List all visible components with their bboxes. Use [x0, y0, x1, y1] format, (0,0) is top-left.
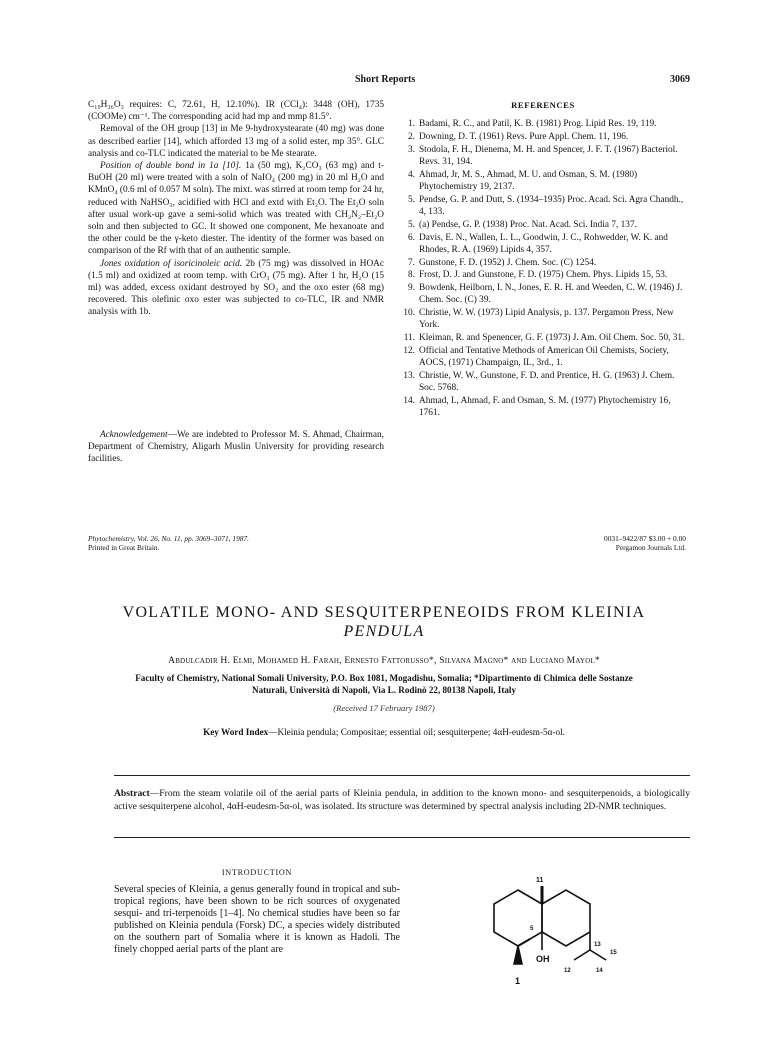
chemical-structure: [470, 872, 620, 1022]
reference-number: 13.: [403, 370, 415, 381]
ring-left: [494, 890, 542, 946]
reference-item: [400, 144, 686, 168]
acknowledgement: [88, 429, 384, 466]
title-line-2: PENDULA: [343, 623, 425, 640]
printed-in: Printed in Great Britain.: [88, 543, 160, 553]
paragraph-heading: Jones oxidation of isoricinoleic acid.: [100, 258, 243, 269]
left-column: [88, 99, 384, 319]
received-date: (Received 17 February 1987): [333, 703, 435, 713]
paragraph-body: 2b (75 mg) was dissolved in HOAc (1.5 ml) and oxidized at room temp. with CrO₃ (75 mg). After 1 hr, H₂O (15 ml) was added, excess oxidant destroyed by SO₂ and the oxo ester (68 mg) recovered. This olefinic oxo ester was subjected to co-TLC, IR and NMR analysis with 1b.: [88, 258, 385, 318]
author-list: Abdulcadir H. Elmi, Mohamed H. Farah, Ernesto Fattorusso*, Silvana Magno* and Luciano Mayol*: [168, 655, 600, 666]
reference-item: [400, 219, 686, 231]
reference-number: 10.: [403, 308, 415, 319]
reference-text: Official and Tentative Methods of American Oil Chemists, Society, AOCS, (1971) Champaign, IL, 3rd., 1.: [419, 345, 669, 369]
reference-number: 14.: [403, 395, 415, 406]
affiliation-line-1: Faculty of Chemistry, National Somali University, P.O. Box 1081, Mogadishu, Somalia; *Dipartimento di Chimica delle Sostanze: [135, 673, 633, 683]
reference-text: Gunstone, F. D. (1952) J. Chem. Soc. (C) 1254.: [419, 257, 597, 268]
reference-item: [400, 118, 686, 130]
methyl-wedge: [514, 946, 522, 964]
abstract-bottom-rule: [114, 837, 690, 838]
paragraph-body: 1a (50 mg), K₂CO₃ (63 mg) and t-BuOH (20 ml) were treated with a soln of NaIO₄ (200 mg) in 20 ml H₂O and KMnO₄ (0.6 ml of 0.057 M soln). The mixt. was stirred at room temp for 24 hr, reduced with NaHSO₃, acidified with HCl and extd with Et₂O. The Et₂O soln after usual work-up gave a semi-solid which was treated with CH₂N₂–Et₂O soln and then subjected to GC. It showed one component, Me hexanoate and the other could be the γ-keto diester. The identity of the former was based on comparison of the Rf with that of an authentic sample.: [88, 161, 384, 257]
reference-text: Ahmad, Jr, M. S., Ahmad, M. U. and Osman, S. M. (1980) Phytochemistry 19, 2137.: [419, 169, 638, 192]
paragraph-heading: Position of double bond in 1a [10].: [100, 161, 242, 172]
article-title: [60, 603, 708, 641]
label-5: 5: [530, 926, 534, 932]
reference-item: [400, 169, 686, 193]
reference-item: [400, 232, 686, 256]
page-number: 3069: [670, 74, 690, 85]
reference-item: [400, 395, 686, 419]
label-oh: OH: [536, 954, 550, 964]
reference-item: [400, 282, 686, 306]
reference-text: Ahmad, I., Ahmad, F. and Osman, S. M. (1977) Phytochemistry 16, 1761.: [419, 395, 671, 419]
label-14: 14: [596, 968, 603, 974]
abstract-text: —From the steam volatile oil of the aerial parts of Kleinia pendula, in addition to the known mono- and sesquiterpenoids, a biologically active sesquiterpene alcohol, 4αH-eudesm-5α-ol, was isolated. Its structure was determined by spectral analysis including 2D-NMR techniques.: [114, 788, 690, 812]
acknowledgement-body: —We are indebted to Professor M. S. Ahmad, Chairman, Department of Chemistry, Aligarh Muslin University for providing research facilities.: [88, 430, 384, 465]
reference-number: 4.: [408, 169, 415, 180]
paragraph: Removal of the OH group [13] in Me 9-hydroxystearate (40 mg) was done as described earlier [14], which afforded 13 mg of a solid ester, mp 35°. GLC analysis and co-TLC indicated the material to be Me stearate.: [88, 124, 384, 159]
reference-number: 9.: [408, 283, 415, 294]
hatched-bond: [518, 939, 530, 946]
keywords-text: —Kleinia pendula; Compositae; essential oil; sesquiterpene; 4αH-eudesm-5α-ol.: [268, 727, 565, 737]
acknowledgement-heading: Acknowledgement: [100, 430, 168, 440]
reference-text: Bowdenk, Heilborn, I. N., Jones, E. R. H. and Weeden, C. W. (1946) J. Chem. Soc. (C) 39.: [419, 283, 683, 306]
reference-text: (a) Pendse, G. P. (1938) Proc. Nat. Acad. Sci. India 7, 137.: [419, 219, 637, 230]
reference-item: [400, 307, 686, 331]
paragraph: [88, 258, 384, 319]
ring-right: [542, 890, 590, 946]
paragraph: [88, 160, 384, 258]
running-header: Short Reports: [355, 74, 416, 85]
reference-text: Frost, D. J. and Gunstone, F. D. (1975) Chem. Phys. Lipids 15, 53.: [419, 270, 668, 281]
affiliations: [60, 672, 708, 696]
keywords-label: Key Word Index: [203, 727, 269, 737]
label-13: 13: [594, 942, 601, 948]
reference-text: Badami, R. C., and Patil, K. B. (1981) Prog. Lipid Res. 19, 119.: [419, 119, 657, 130]
references-section: [400, 99, 686, 420]
issn-price: 0031–9422/87 $3.00 + 0.00: [604, 534, 686, 543]
reference-text: Christie, W. W. (1973) Lipid Analysis, p. 137. Pergamon Press, New York.: [419, 308, 674, 331]
reference-item: [400, 345, 686, 369]
reference-number: 5.: [408, 219, 415, 230]
reference-text: Christie, W. W., Gunstone, F. D. and Prentice, H. G. (1963) J. Chem. Soc. 5768.: [419, 370, 675, 394]
reference-number: 3.: [408, 144, 415, 155]
reference-number: 7.: [408, 257, 415, 268]
journal-citation-line: Phytochemistry, Vol. 26, No. 11, pp. 3069–3071, 1987.: [88, 534, 250, 543]
reference-item: [400, 131, 686, 143]
affiliation-line-2: Naturali, Università di Napoli, Via L. Rodinò 22, 80138 Napoli, Italy: [252, 685, 516, 695]
references-list: [400, 118, 686, 419]
reference-item: [400, 194, 686, 218]
abstract: [114, 787, 690, 813]
label-12: 12: [564, 968, 571, 974]
reference-text: Pendse, G. P. and Dutt, S. (1934–1935) Proc. Acad. Sci. Agra Chandh., 4, 133.: [419, 194, 684, 217]
abstract-label: Abstract: [114, 788, 150, 799]
reference-text: Stodola, F. H., Dienema, M. H. and Spencer, J. F. T. (1967) Bacteriol. Revs. 31, 194.: [419, 144, 678, 167]
journal-code: [604, 534, 686, 553]
introduction-text: Several species of Kleinia, a genus generally found in tropical and sub-tropical regions, have been shown to be rich sources of oxygenated sesqui- and tri-terpenoids [1–4]. No chemical studies have been so far published on Kleinia pendula (Forsk) DC, a species widely distributed on the southern part of Somalia where it is known as Hadoli. The finely chopped aerial parts of the plant are: [114, 884, 400, 956]
reference-number: 11.: [403, 333, 415, 344]
compound-number: 1: [515, 976, 521, 986]
keyword-index: [60, 727, 708, 737]
abstract-top-rule: [114, 775, 690, 776]
reference-number: 2.: [408, 132, 415, 142]
journal-citation: [88, 534, 249, 553]
title-line-1: VOLATILE MONO- AND SESQUITERPENEOIDS FROM KLEINIA: [122, 604, 646, 621]
introduction-heading: INTRODUCTION: [221, 868, 293, 877]
reference-item: [400, 257, 686, 269]
label-11: 11: [536, 877, 544, 884]
reference-number: 6.: [408, 232, 415, 243]
reference-number: 12.: [403, 345, 415, 356]
reference-text: Davis, E. N., Wallen, L. L., Goodwin, J. C., Rohwedder, W. K. and Rhodes, R. A. (1969) Lipids 4, 357.: [419, 232, 668, 255]
reference-text: Kleiman, R. and Spenencer, G. F. (1973) J. Am. Oil Chem. Soc. 50, 31.: [419, 333, 685, 344]
publisher: Pergamon Journals Ltd.: [615, 543, 686, 553]
reference-text: Downing, D. T. (1961) Revs. Pure Appl. Chem. 11, 196.: [419, 132, 629, 142]
paragraph: C₁₉H₃₆O₃ requires: C, 72.61, H, 12.10%). IR (CCl₄): 3448 (OH), 1735 (COOMe) cm⁻¹. The corresponding acid had mp and mmp 81.5°.: [88, 100, 384, 123]
reference-number: 8.: [408, 270, 415, 281]
isopropyl-methyl-bond: [574, 950, 590, 960]
reference-number: 1.: [408, 119, 415, 130]
reference-number: 5.: [408, 194, 415, 205]
reference-item: [400, 332, 686, 344]
isopropyl-methyl-bond: [590, 950, 606, 960]
label-15: 15: [610, 950, 617, 956]
reference-item: [400, 269, 686, 281]
reference-item: [400, 370, 686, 394]
references-title: REFERENCES: [511, 100, 575, 110]
